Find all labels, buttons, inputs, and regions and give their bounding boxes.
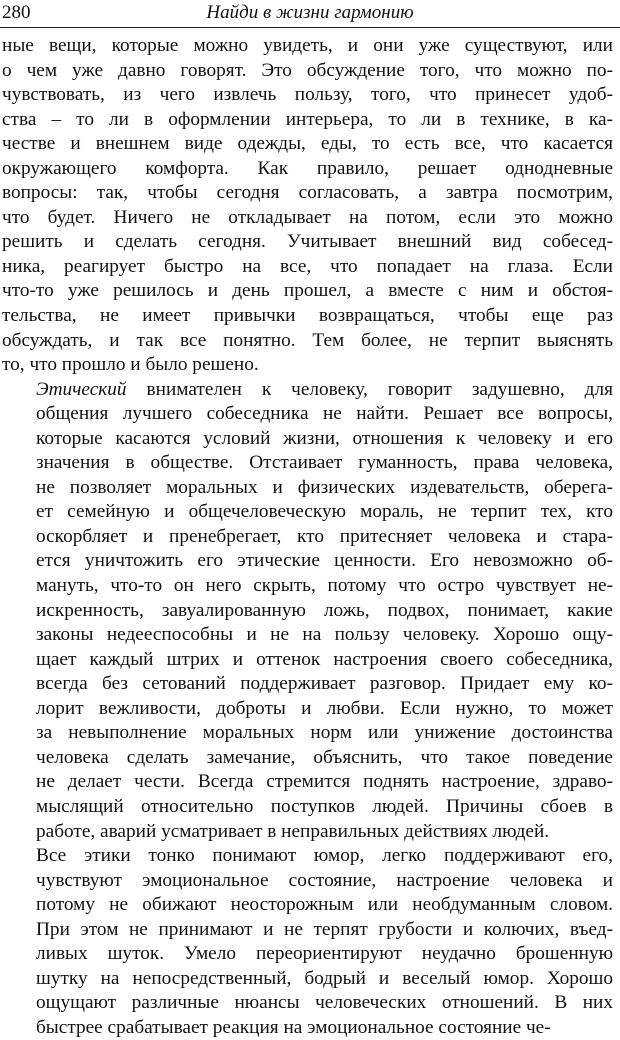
text-line: работе, аварий усматривает в неправильных действиях людей.: [36, 820, 550, 842]
text-line: человека сделать замечание, объяснить, что такое поведение: [36, 746, 613, 768]
text-line: что-то уже решилось и день прошел, а вместе с ним и обстоя-: [2, 280, 613, 302]
text-line: щает каждый штрих и оттенок настроения своего собеседника,: [36, 648, 613, 670]
text-line: которые касаются условий жизни, отношения к человеку и его: [36, 427, 613, 449]
text-line: ливых шуток. Умело переориентируют неудачно брошенную: [36, 943, 613, 965]
paragraph-1: [2, 34, 613, 378]
paragraph-3: [2, 844, 613, 1040]
text-line: тельства, не имеет привычки возвращаться, чтобы еще раз: [2, 305, 613, 327]
text-line: шутку на непосредственный, бодрый и веселый юмор. Хорошо: [36, 967, 613, 989]
text-line: не позволяет моральных и физических издевательств, оберега-: [36, 476, 613, 498]
text-line: ется уничтожить его этические ценности. Его невозможно об-: [36, 550, 613, 572]
text-line: всегда без сетований поддерживает разговор. Придает ему ко-: [36, 673, 613, 695]
text-line: значения в обществе. Отстаивает гуманность, права человека,: [36, 452, 613, 474]
text-line: ника, реагирует быстро на все, что попадает на глаза. Если: [2, 255, 613, 277]
text-line: ства – то ли в оформлении интерьера, то ли в технике, в ка-: [2, 108, 613, 130]
text-line: При этом не принимают и не терпят грубости и колючих, въед-: [36, 918, 613, 940]
text-line: ет семейную и общечеловеческую мораль, не терпит тех, кто: [36, 501, 613, 523]
text-line: не делает чести. Всегда стремится поднять настроение, здраво-: [36, 771, 613, 793]
text-line: вопросы: так, чтобы сегодня согласовать, а завтра посмотрим,: [2, 182, 613, 204]
body-text: [2, 34, 613, 1040]
running-head: [0, 0, 620, 26]
book-title: Найди в жизни гармонию: [206, 2, 414, 23]
text-line: Этический внимателен к человеку, говорит задушевно, для: [36, 378, 613, 400]
text-line: чувствуют эмоциональное состояние, настроение человека и: [36, 869, 613, 891]
text-line: что будет. Ничего не откладывает на потом, если это можно: [2, 206, 613, 228]
page-number: 280: [2, 2, 31, 23]
text-line: за невыполнение моральных норм или унижение достоинства: [36, 722, 613, 744]
text-line: чувствовать, из чего извлечь пользу, того, что принесет удоб-: [2, 84, 613, 106]
text-line: честве и внешнем виде одежды, еды, то есть все, что касается: [2, 133, 613, 155]
text-line: потому не обижают неосторожным или необдуманным словом.: [36, 894, 613, 916]
text-line: решить и сделать сегодня. Учитывает внешний вид собесед-: [2, 231, 613, 253]
paragraph-2: [2, 378, 613, 844]
text-line: оскорбляет и пренебрегает, кто притесняет человека и стара-: [36, 525, 613, 547]
header-rule: [0, 27, 620, 28]
text-line: Все этики тонко понимают юмор, легко поддерживают его,: [36, 845, 613, 867]
text-line: ощущают различные нюансы человеческих отношений. В них: [36, 992, 613, 1014]
text-line: мыслящий относительно поступков людей. Причины сбоев в: [36, 795, 613, 817]
text-line: лорит вежливости, доброты и любви. Если нужно, то может: [36, 697, 613, 719]
text-line: обсуждать, и так все понятно. Тем более, не терпит выяснять: [2, 329, 613, 351]
text-line: мануть, что-то он него скрыть, потому что остро чувствует не-: [36, 575, 613, 597]
text-line: то, что прошло и было решено.: [2, 354, 259, 376]
text-line: искренность, завуалированную ложь, подвох, понимает, какие: [36, 599, 613, 621]
italic-term: Этический: [36, 378, 127, 400]
text-line: законы недееспособны и не на пользу человеку. Хорошо ощу-: [36, 624, 613, 646]
text-line: общения лучшего собеседника не найти. Решает все вопросы,: [36, 403, 613, 425]
text-line: о чем уже давно говорят. Это обсуждение того, что можно по-: [2, 59, 613, 81]
text-line: ные вещи, которые можно увидеть, и они уже существуют, или: [2, 35, 613, 56]
text-line: быстрее срабатывает реакция на эмоциональное состояние че-: [36, 1016, 551, 1038]
text-line: окружающего комфорта. Как правило, решает однодневные: [2, 157, 613, 179]
